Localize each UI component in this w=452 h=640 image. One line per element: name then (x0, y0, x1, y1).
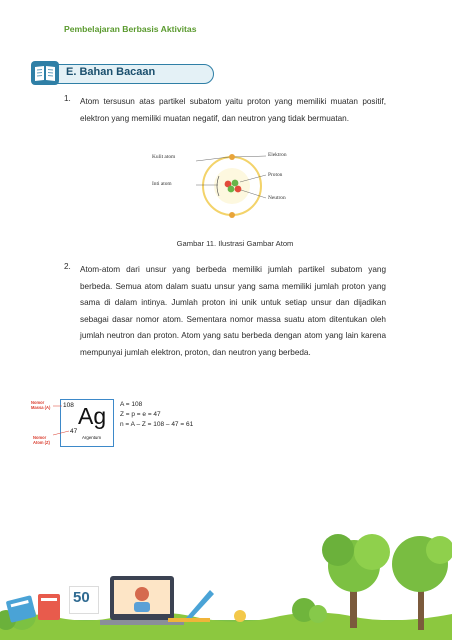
mass-label-line2: Massa (A) (31, 404, 51, 410)
atomic-number: 47 (70, 428, 78, 435)
running-head: Pembelajaran Berbasis Aktivitas (64, 24, 197, 34)
element-symbol: Ag (78, 403, 107, 429)
label-electron: Elektron (268, 152, 287, 158)
label-proton: Proton (268, 172, 283, 178)
item-number: 2. (64, 262, 71, 271)
mass-label-line1: Nomor (31, 400, 45, 405)
section-title: E. Bahan Bacaan (66, 66, 156, 78)
item-text: Atom tersusun atas partikel subatom yaitu proton yang memiliki muatan positif, elektron yang memiliki muatan negatif, dan neutron yang tidak bermuatan. (80, 97, 386, 123)
formula-line: A = 108 (120, 401, 143, 408)
label-nucleus: Inti atom (152, 181, 172, 187)
footer-illustration (0, 520, 452, 640)
item-text: Atom-atom dari unsur yang berbeda memiliki jumlah partikel subatom yang berbeda. Semua atom dalam suatu unsur yang sama memiliki jumlah proton yang sama di dalam intinya. Jumlah proton ini unik untuk setiap unsur dan dijadikan sebagai dasar nomor atom. Sementara nomor massa suatu atom ditentukan oleh jumlah neutron dan proton. Atom yang satu berbeda dengan atom yang lain karena mempunyai jumlah elektron, proton, dan neutron yang berbeda. (80, 265, 386, 357)
page-number: 50 (73, 589, 90, 606)
label-neutron: Neutron (268, 195, 286, 201)
atomic-label-line1: Nomor (33, 435, 47, 440)
mass-number: 108 (63, 402, 74, 409)
element-name: Argentum (82, 435, 102, 440)
mass-number-label (31, 401, 50, 411)
formula-line: Z = p = e = 47 (120, 411, 161, 418)
item-number: 1. (64, 94, 71, 103)
atomic-number-label (33, 436, 50, 446)
atomic-label-line2: Atom (Z) (33, 439, 50, 445)
label-shell: Kulit atom (152, 154, 176, 160)
formula-line: n = A – Z = 108 – 47 = 61 (120, 421, 194, 428)
figure-caption: Gambar 11. Ilustrasi Gambar Atom (176, 239, 294, 248)
